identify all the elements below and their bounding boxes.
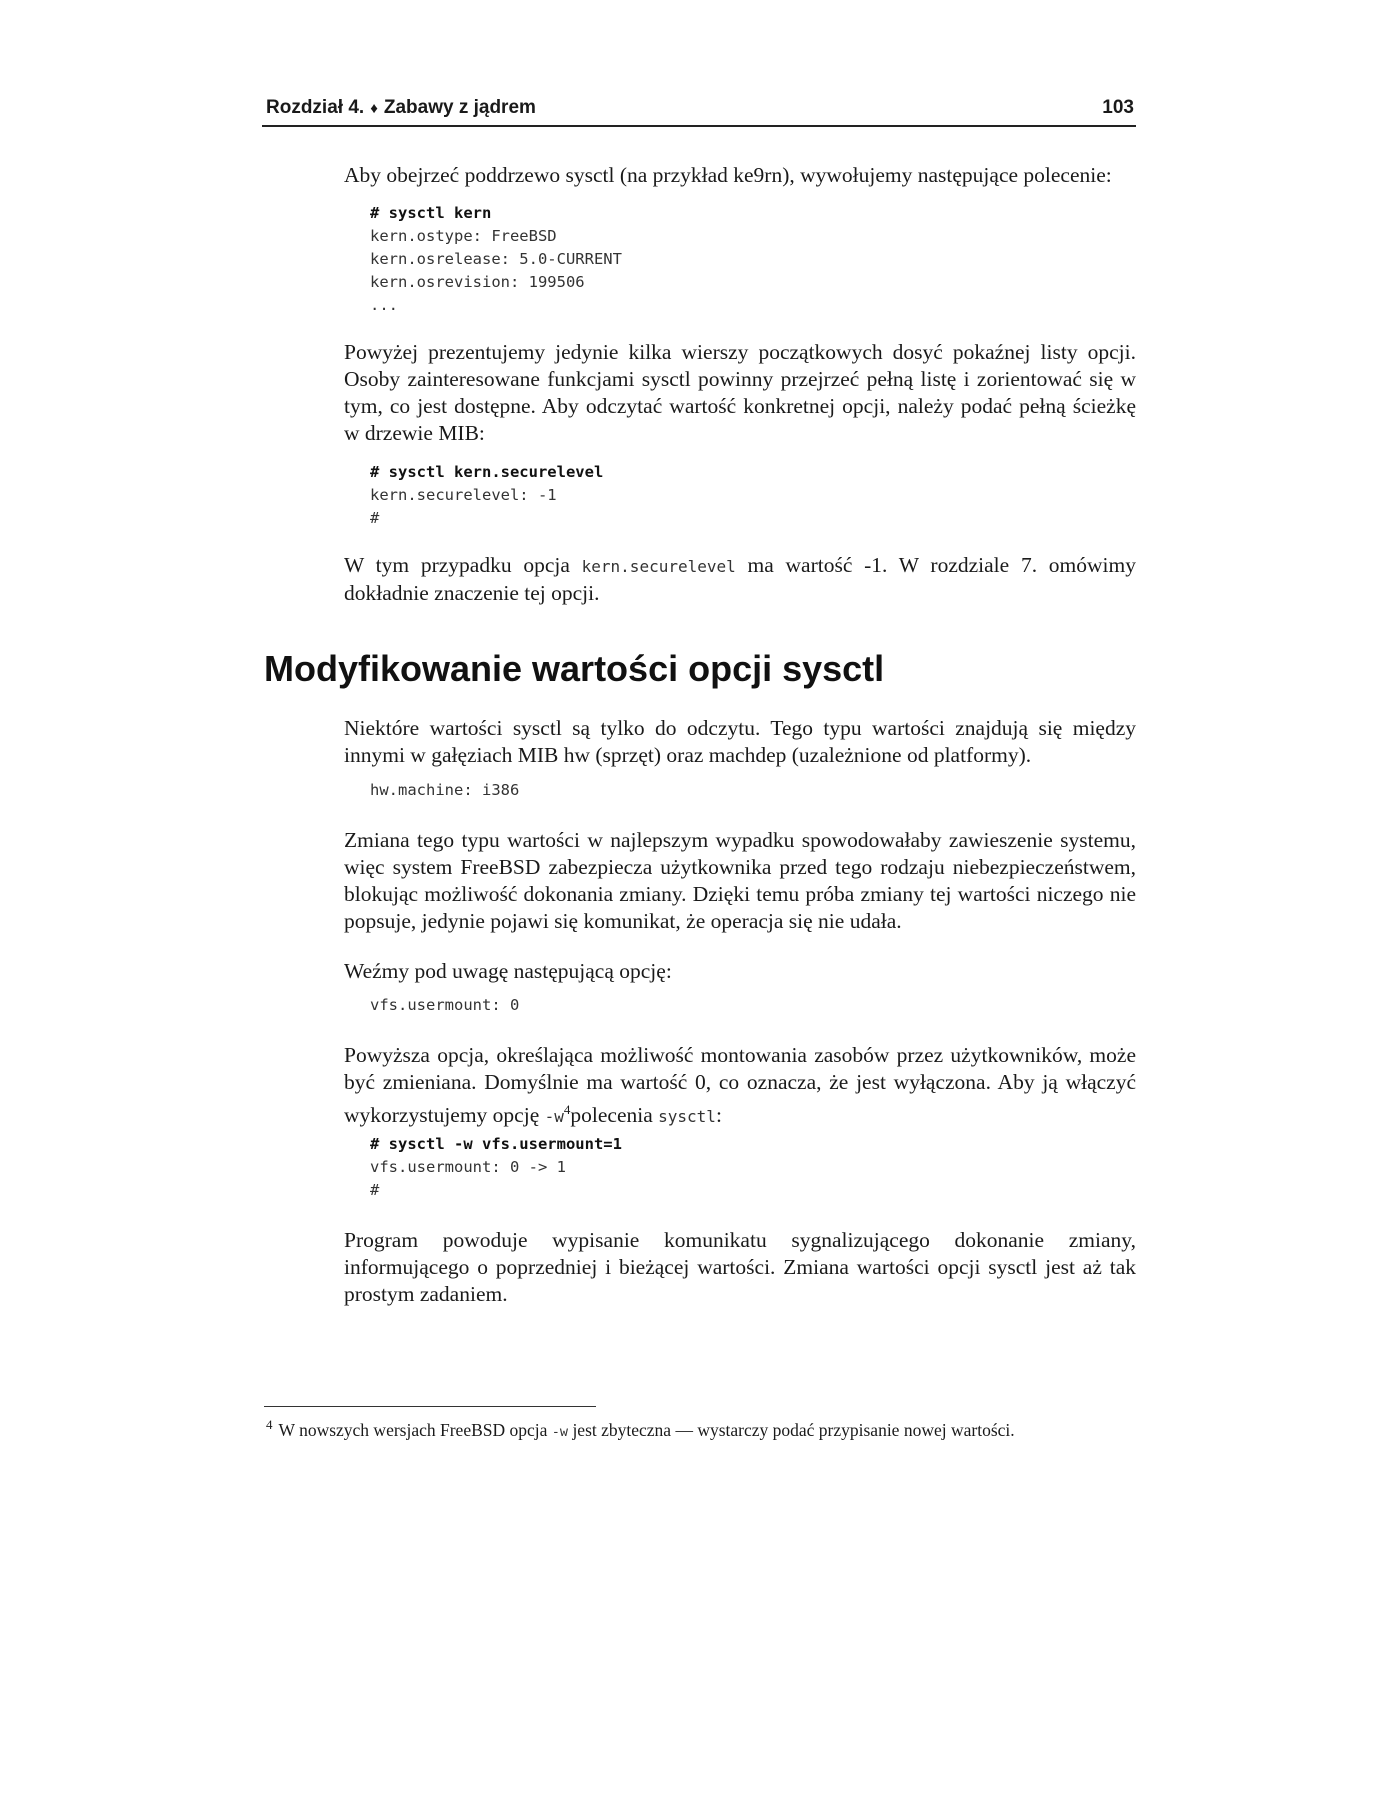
code-line: kern.osrelease: 5.0-CURRENT xyxy=(370,250,622,268)
footnote-mark: 4 xyxy=(266,1417,273,1432)
code-command: # sysctl kern.securelevel xyxy=(370,463,604,481)
inline-code: -w xyxy=(551,1423,569,1440)
code-command: # sysctl kern xyxy=(370,204,492,222)
code-block-securelevel xyxy=(370,461,603,530)
page-number: 103 xyxy=(1102,97,1134,118)
text-run: ma wartość -1. W rozdziale 7. omówimy dokładnie znaczenie tej opcji. xyxy=(344,553,1137,605)
code-line: # xyxy=(370,1181,380,1199)
header-rule xyxy=(262,125,1136,127)
paragraph-3-block xyxy=(344,552,1136,607)
code-line: vfs.usermount: 0 xyxy=(370,996,520,1014)
inline-code: kern.securelevel xyxy=(581,557,736,576)
intro-paragraph: Aby obejrzeć poddrzewo sysctl (na przykład ke9rn), wywołujemy następujące polecenie: xyxy=(344,163,1112,187)
paragraph-2: Powyżej prezentujemy jedynie kilka wierszy początkowych dosyć pokaźnej listy opcji. Osoby zainteresowane funkcjami sysctl powinny przejrzeć pełną listę i zorientować się w tym, co jest dostępne. Aby odczytać wartość konkretnej opcji, należy podać pełną ścieżkę w drzewie MIB: xyxy=(344,340,1136,445)
paragraph-8-block xyxy=(344,1227,1136,1308)
paragraph-8: Program powoduje wypisanie komunikatu sygnalizującego dokonanie zmiany, informującego o poprzedniej i bieżącej wartości. Zmiana wartości opcji sysctl jest aż tak prostym zadaniem. xyxy=(344,1228,1136,1306)
code-line: hw.machine: i386 xyxy=(370,781,520,799)
code-command: # sysctl -w vfs.usermount=1 xyxy=(370,1135,622,1153)
paragraph-3 xyxy=(344,552,1136,607)
footnote-rule xyxy=(264,1406,596,1407)
text-run: W tym przypadku opcja xyxy=(344,553,582,577)
intro-paragraph-block xyxy=(344,162,1136,189)
section-heading: Modyfikowanie wartości opcji sysctl xyxy=(264,648,885,689)
footnote xyxy=(266,1414,1146,1443)
inline-code: sysctl xyxy=(658,1107,716,1127)
running-head xyxy=(266,97,1134,119)
chapter-title: Zabawy z jądrem xyxy=(383,97,536,118)
chapter-label: Rozdział 4. xyxy=(266,97,365,118)
code-line: kern.ostype: FreeBSD xyxy=(370,227,557,245)
text-run: Powyższa opcja, określająca możliwość montowania zasobów przez użytkowników, może być zmieniana. Domyślnie ma wartość 0, co oznacza, że jest wyłączona. Aby ją włączyć wykorzystujemy opcję xyxy=(344,1043,1136,1128)
code-block-sysctl-kern xyxy=(370,202,622,317)
code-block-hw-machine xyxy=(370,779,519,802)
paragraph-7 xyxy=(344,1042,1136,1130)
footnote-reference[interactable]: 4 xyxy=(563,1102,571,1117)
paragraph-6-block xyxy=(344,958,1136,985)
diamond-separator-icon: ♦ xyxy=(370,100,378,117)
paragraph-4-block xyxy=(344,715,1136,769)
paragraph-7-block xyxy=(344,1042,1136,1130)
paragraph-6: Weźmy pod uwagę następującą opcję: xyxy=(344,959,672,983)
paragraph-5-block xyxy=(344,827,1136,935)
text-run: polecenia xyxy=(570,1103,659,1128)
code-line: kern.osrevision: 199506 xyxy=(370,273,585,291)
code-line: # xyxy=(370,509,380,527)
code-line: kern.securelevel: -1 xyxy=(370,486,557,504)
text-run: W nowszych wersjach FreeBSD opcja xyxy=(278,1419,552,1440)
paragraph-4: Niektóre wartości sysctl są tylko do odczytu. Tego typu wartości znajdują się między innymi w gałęziach MIB hw (sprzęt) oraz machdep (uzależnione od platformy). xyxy=(344,716,1136,767)
code-line: ... xyxy=(370,296,398,314)
code-block-sysctl-w xyxy=(370,1133,622,1202)
text-run: jest zbyteczna — wystarczy podać przypisanie nowej wartości. xyxy=(568,1419,1015,1440)
code-block-usermount xyxy=(370,994,519,1017)
inline-code: -w xyxy=(544,1107,564,1127)
paragraph-5: Zmiana tego typu wartości w najlepszym wypadku spowodowałaby zawieszenie systemu, więc system FreeBSD zabezpiecza użytkownika przed tego rodzaju niebezpieczeństwem, blokując możliwość dokonania zmiany. Dzięki temu próba zmiany tej wartości niczego nie popsuje, jedynie pojawi się komunikat, że operacja się nie udała. xyxy=(344,828,1136,933)
text-run: : xyxy=(715,1103,722,1128)
paragraph-2-block xyxy=(344,339,1136,447)
chapter-heading xyxy=(266,97,536,119)
code-line: vfs.usermount: 0 -> 1 xyxy=(370,1158,566,1176)
